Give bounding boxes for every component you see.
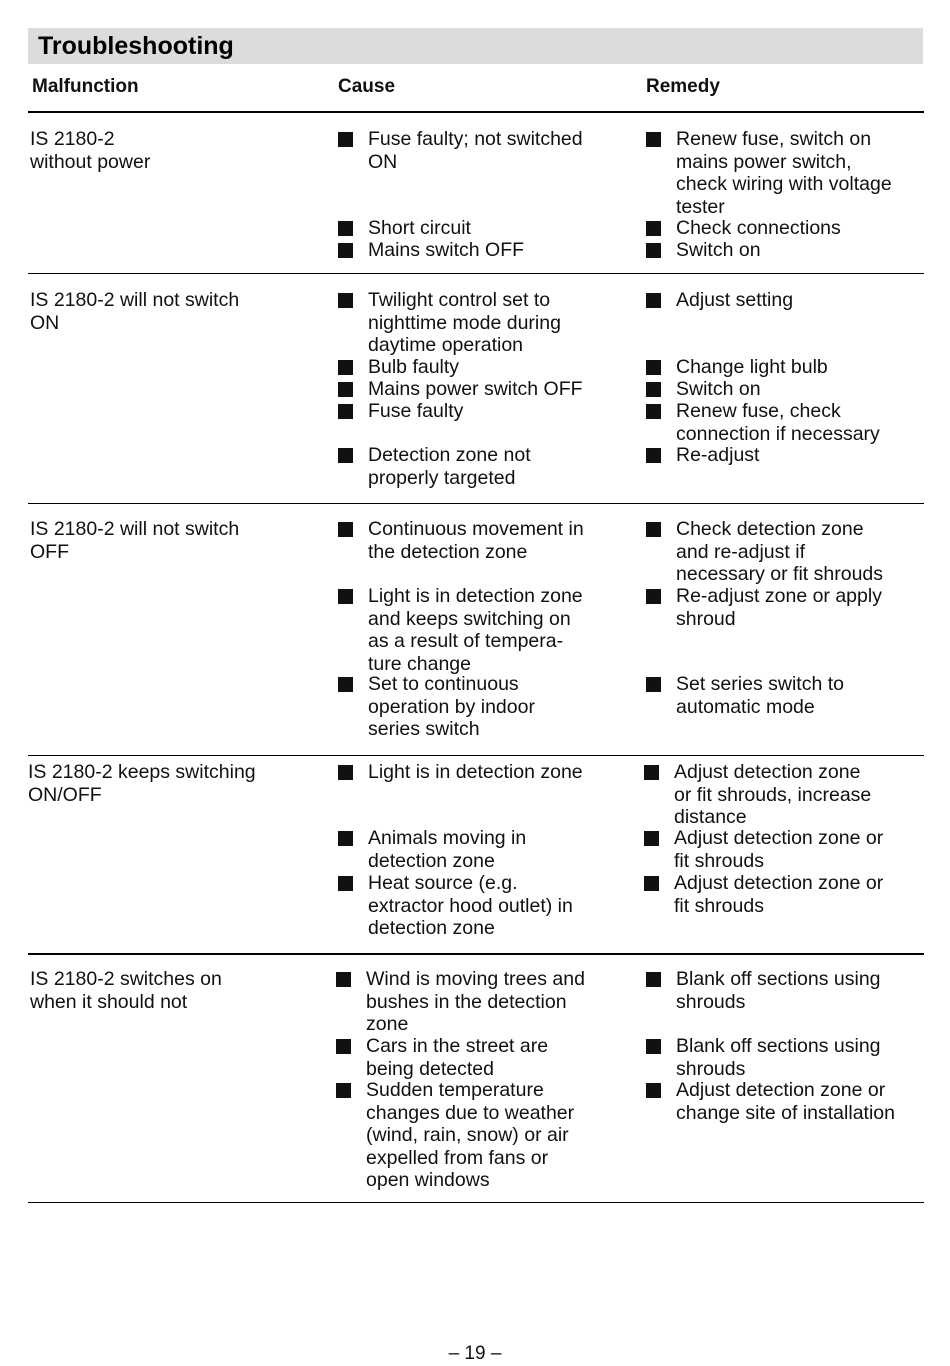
remedy-text: Blank off sections using shrouds bbox=[676, 968, 881, 1013]
malfunction-cell: IS 2180-2 switches on when it should not bbox=[30, 968, 222, 1013]
remedy-text: Change light bulb bbox=[676, 356, 828, 378]
remedy-text: Renew fuse, check connection if necessary bbox=[676, 400, 880, 445]
bullet-square-icon bbox=[336, 1083, 351, 1098]
cause-text: Short circuit bbox=[368, 217, 471, 239]
page-number: – 19 – bbox=[448, 1343, 502, 1364]
bullet-square-icon bbox=[646, 1083, 661, 1098]
bullet-square-icon bbox=[644, 876, 659, 891]
remedy-text: Adjust detection zone or fit shrouds, increase distance bbox=[674, 761, 872, 828]
bullet-square-icon bbox=[338, 382, 353, 397]
malfunction-cell: IS 2180-2 will not switch OFF bbox=[30, 518, 240, 563]
bullet-square-icon bbox=[644, 831, 659, 846]
remedy-text: Adjust detection zone or change site of installation bbox=[676, 1079, 895, 1124]
bullet-square-icon bbox=[338, 404, 353, 419]
bullet-square-icon bbox=[336, 1039, 351, 1054]
bullet-square-icon bbox=[646, 382, 661, 397]
bullet-square-icon bbox=[646, 1039, 661, 1054]
remedy-text: Adjust setting bbox=[676, 289, 794, 311]
malfunction-cell: IS 2180-2 keeps switching ON/OFF bbox=[28, 761, 256, 806]
remedy-text: Re-adjust bbox=[676, 444, 760, 466]
cause-text: Continuous movement in the detection zone bbox=[368, 518, 584, 563]
row-divider bbox=[28, 755, 924, 756]
cause-text: Mains power switch OFF bbox=[368, 378, 583, 400]
remedy-text: Set series switch to automatic mode bbox=[676, 673, 844, 718]
cause-text: Sudden temperature changes due to weather (wind, rain, snow) or air expelled from fans or open windows bbox=[366, 1079, 575, 1191]
cause-text: Animals moving in detection zone bbox=[368, 827, 527, 872]
remedy-text: Check connections bbox=[676, 217, 841, 239]
row-divider bbox=[28, 273, 924, 274]
cause-text: Fuse faulty; not switched ON bbox=[368, 128, 583, 173]
column-header-cause: Cause bbox=[338, 76, 396, 97]
cause-text: Wind is moving trees and bushes in the detection zone bbox=[366, 968, 585, 1035]
bullet-square-icon bbox=[338, 243, 353, 258]
remedy-text: Switch on bbox=[676, 239, 761, 261]
bullet-square-icon bbox=[338, 293, 353, 308]
cause-text: Mains switch OFF bbox=[368, 239, 525, 261]
row-divider bbox=[28, 953, 924, 955]
remedy-text: Renew fuse, switch on mains power switch, check wiring with voltage tester bbox=[676, 128, 892, 218]
cause-text: Light is in detection zone and keeps switching on as a result of tempera- ture change bbox=[368, 585, 583, 675]
remedy-text: Adjust detection zone or fit shrouds bbox=[674, 872, 884, 917]
bullet-square-icon bbox=[338, 360, 353, 375]
bullet-square-icon bbox=[646, 360, 661, 375]
column-header-remedy: Remedy bbox=[646, 76, 720, 97]
row-divider bbox=[28, 503, 924, 504]
bullet-square-icon bbox=[338, 132, 353, 147]
bullet-square-icon bbox=[646, 448, 661, 463]
bullet-square-icon bbox=[646, 677, 661, 692]
bullet-square-icon bbox=[338, 221, 353, 236]
bullet-square-icon bbox=[338, 677, 353, 692]
cause-text: Cars in the street are being detected bbox=[366, 1035, 549, 1080]
section-title-bar bbox=[28, 28, 923, 64]
bullet-square-icon bbox=[646, 522, 661, 537]
bullet-square-icon bbox=[338, 831, 353, 846]
bullet-square-icon bbox=[646, 293, 661, 308]
bullet-square-icon bbox=[338, 876, 353, 891]
cause-text: Twilight control set to nighttime mode during daytime operation bbox=[368, 289, 561, 356]
bullet-square-icon bbox=[338, 765, 353, 780]
bullet-square-icon bbox=[338, 589, 353, 604]
bullet-square-icon bbox=[646, 221, 661, 236]
bullet-square-icon bbox=[338, 448, 353, 463]
cause-text: Heat source (e.g. extractor hood outlet) in detection zone bbox=[368, 872, 573, 939]
row-divider bbox=[28, 1202, 924, 1203]
bullet-square-icon bbox=[336, 972, 351, 987]
bullet-square-icon bbox=[646, 972, 661, 987]
bullet-square-icon bbox=[644, 765, 659, 780]
malfunction-cell: IS 2180-2 will not switch ON bbox=[30, 289, 240, 334]
bullet-square-icon bbox=[646, 589, 661, 604]
section-title: Troubleshooting bbox=[38, 32, 234, 60]
cause-text: Fuse faulty bbox=[368, 400, 464, 422]
remedy-text: Check detection zone and re-adjust if necessary or fit shrouds bbox=[676, 518, 884, 585]
table-header bbox=[30, 74, 923, 102]
bullet-square-icon bbox=[646, 404, 661, 419]
bullet-square-icon bbox=[646, 243, 661, 258]
cause-text: Set to continuous operation by indoor series switch bbox=[368, 673, 535, 740]
remedy-text: Re-adjust zone or apply shroud bbox=[676, 585, 882, 630]
remedy-text: Adjust detection zone or fit shrouds bbox=[674, 827, 884, 872]
header-divider bbox=[28, 111, 924, 113]
remedy-text: Switch on bbox=[676, 378, 761, 400]
cause-text: Detection zone not properly targeted bbox=[368, 444, 531, 489]
remedy-text: Blank off sections using shrouds bbox=[676, 1035, 881, 1080]
cause-text: Light is in detection zone bbox=[368, 761, 583, 783]
malfunction-cell: IS 2180-2 without power bbox=[30, 128, 151, 173]
bullet-square-icon bbox=[338, 522, 353, 537]
bullet-square-icon bbox=[646, 132, 661, 147]
column-header-malfunction: Malfunction bbox=[32, 76, 139, 97]
cause-text: Bulb faulty bbox=[368, 356, 460, 378]
